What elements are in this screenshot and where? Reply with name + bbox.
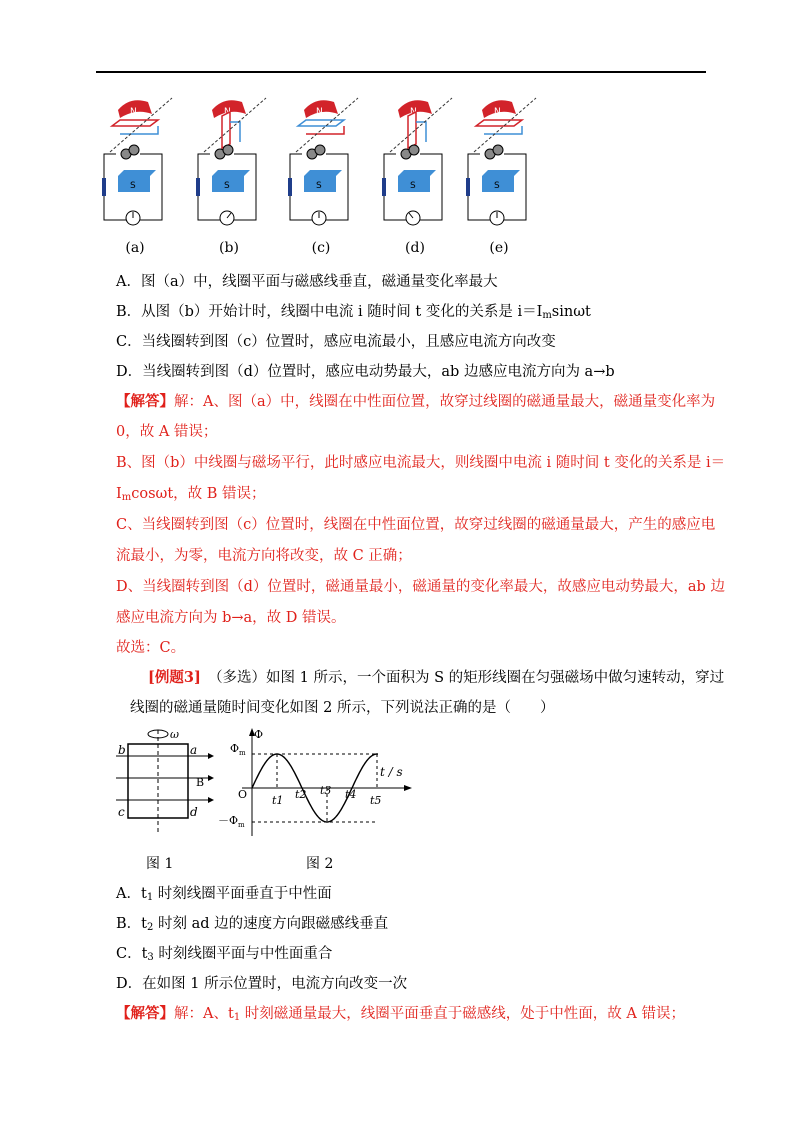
option-a: A．图（a）中，线圈平面与磁感线垂直，磁通量变化率最大 <box>116 274 498 290</box>
figure-c <box>286 92 356 262</box>
svg-text:N: N <box>316 107 323 117</box>
fig2-tick-t4: t4 <box>345 788 357 801</box>
svg-text:S: S <box>224 181 230 191</box>
header-rule <box>96 71 706 73</box>
fig1-label-c: c <box>118 805 125 819</box>
example3-line-1: [例题3] （多选）如图 1 所示，一个面积为 S 的矩形线圈在匀强磁场中做匀速转动，穿过 <box>148 669 725 686</box>
fig2-tick-t5: t5 <box>370 794 382 807</box>
fig2-origin: O <box>238 788 248 801</box>
figure-2-flux-graph <box>218 726 418 838</box>
svg-text:N: N <box>494 107 501 117</box>
fig1-label-b: b <box>118 743 126 757</box>
q3-answer-line: 【解答】解：A、$t_1$ 时刻磁通量最大，线圈平面垂直于磁感线，处于中性面，故 A 错误； <box>116 1005 685 1023</box>
fig2-axis-x: t / s <box>380 765 403 779</box>
generator-figures <box>100 92 550 262</box>
answer-line-7: D、当线圈转到图（d）位置时，磁通量最小，磁通量的变化率最大，故感应电动势最大，ab 边 <box>116 579 725 595</box>
svg-text:S: S <box>130 181 136 191</box>
fig2-tick-t1: t1 <box>272 794 284 807</box>
fig2-tick-t3: t3 <box>320 784 332 797</box>
q3-option-d: D．在如图 1 所示位置时，电流方向改变一次 <box>116 976 408 992</box>
figure-2-caption: 图 2 <box>306 856 334 872</box>
svg-text:N: N <box>410 107 417 117</box>
q3-option-c: C．$t_3$ 时刻线圈平面与中性面重合 <box>116 946 333 963</box>
svg-text:N: N <box>224 107 231 117</box>
figure-b <box>194 92 264 262</box>
answer-line-3: B、图（b）中线圈与磁场平行，此时感应电流最大，则线圈中电流 i 随时间 t 变化的关系是 i＝ <box>116 455 726 471</box>
svg-text:N: N <box>130 107 137 117</box>
q3-option-a: A．$t_1$ 时刻线圈平面垂直于中性面 <box>116 886 332 903</box>
fig1-label-field: B <box>196 776 205 789</box>
option-b: B．从图（b）开始计时，线圈中电流 i 随时间 t 变化的关系是 $i=I_m\sin\omega t$ <box>116 304 591 321</box>
fig2-phi-max: $\Phi_m$ <box>230 742 246 757</box>
svg-text:S: S <box>494 181 500 191</box>
answer-line-4: $I_m\cos\omega t$，故 B 错误； <box>116 486 266 503</box>
fig2-tick-t2: t2 <box>295 788 307 801</box>
svg-text:S: S <box>316 181 322 191</box>
figure-label-b: (b) <box>219 240 239 256</box>
fig2-axis-y: Φ <box>254 728 264 741</box>
answer-line-8: 感应电流方向为 b→a，故 D 错误。 <box>116 610 346 626</box>
answer-line-6: 流最小，为零，电流方向将改变，故 C 正确； <box>116 548 412 564</box>
fig2-phi-min: $-\Phi_m$ <box>218 814 245 829</box>
q3-option-b: B．$t_2$ 时刻 ad 边的速度方向跟磁感线垂直 <box>116 916 389 933</box>
figure-d <box>380 92 450 262</box>
option-c: C．当线圈转到图（c）位置时，感应电流最小，且感应电流方向改变 <box>116 334 556 350</box>
figure-label-c: (c) <box>311 240 331 256</box>
figure-label-a: (a) <box>125 240 145 256</box>
figure-1-caption: 图 1 <box>146 856 174 872</box>
figure-e <box>464 92 534 262</box>
figure-1-coil <box>116 724 226 834</box>
figure-label-d: (d) <box>405 240 425 256</box>
fig1-label-a: a <box>190 743 198 757</box>
answer-line-1: 【解答】解：A、图（a）中，线圈在中性面位置，故穿过线圈的磁通量最大，磁通量变化率为 <box>116 393 716 410</box>
answer-line-2: 0，故 A 错误； <box>116 424 218 440</box>
fig1-label-d: d <box>190 805 198 819</box>
example3-line-2: 线圈的磁通量随时间变化如图 2 所示，下列说法正确的是（ ） <box>130 700 555 716</box>
svg-text:S: S <box>410 181 416 191</box>
figure-a <box>100 92 170 262</box>
choice-line: 故选：C。 <box>116 640 186 656</box>
figure-label-e: (e) <box>489 240 509 256</box>
answer-line-5: C、当线圈转到图（c）位置时，线圈在中性面位置，故穿过线圈的磁通量最大，产生的感应电 <box>116 517 716 533</box>
option-d: D．当线圈转到图（d）位置时，感应电动势最大，ab 边感应电流方向为 a→b <box>116 364 615 380</box>
fig1-label-omega: ω <box>170 728 179 741</box>
